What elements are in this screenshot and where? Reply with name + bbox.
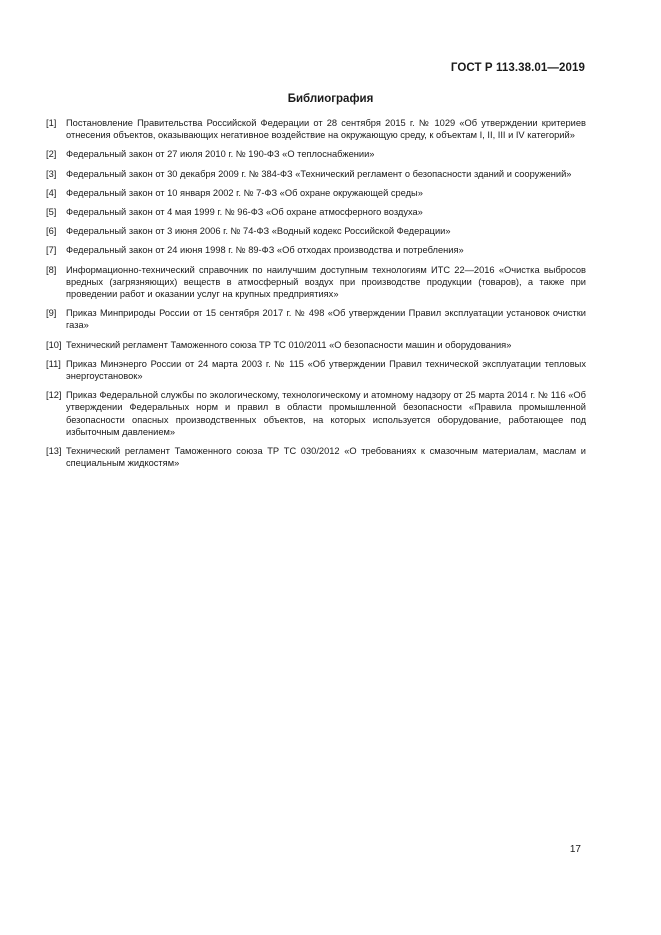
reference-number: [10] [46,339,62,350]
reference-item [46,117,586,141]
reference-text: Информационно-технический справочник по наилучшим доступным технологиям ИТС 22—2016 «Очистка выбросов вредных (загрязняющих) веществ в атмосферный воздух при производстве продукции (товаров), а также при проведении работ и оказании услуг на крупных предприятиях» [66,264,586,300]
reference-number: [6] [46,226,57,237]
reference-item [46,445,586,469]
reference-item [46,225,586,237]
reference-number: [5] [46,207,57,218]
reference-text: Федеральный закон от 24 июня 1998 г. № 89-ФЗ «Об отходах производства и потребления» [66,245,464,256]
reference-number: [1] [46,118,57,128]
bibliography-list [46,117,586,476]
reference-text: Приказ Федеральной службы по экологическому, технологическому и атомному надзору от 25 марта 2014 г. № 116 «Об утверждении Федеральных норм и правил в области промышленной безопасности «Правила промышленной безопасности опасных производственных объектов, на которых используется оборудование, работающее под избыточным давлением» [66,390,586,437]
document-code: ГОСТ Р 113.38.01—2019 [450,62,585,74]
reference-number: [12] [46,390,62,401]
reference-item [46,168,586,180]
reference-text: Федеральный закон от 10 января 2002 г. № 7-ФЗ «Об охране окружающей среды» [66,187,423,198]
reference-text: Технический регламент Таможенного союза ТР ТС 010/2011 «О безопасности машин и оборудования» [66,339,512,350]
reference-text: Федеральный закон от 4 мая 1999 г. № 96-ФЗ «Об охране атмосферного воздуха» [66,207,423,218]
reference-text: Постановление Правительства Российской Федерации от 28 сентября 2015 г. № 1029 «Об утверждении критериев отнесения объектов, оказывающих негативное воздействие на окружающую среду, к объектам I, II, III и IV категорий» [66,118,586,141]
reference-number: [11] [46,358,61,369]
reference-number: [4] [46,187,57,198]
reference-item [46,244,586,256]
reference-text: Приказ Минэнерго России от 24 марта 2003 г. № 115 «Об утверждении Правил технической эксплуатации тепловых энергоустановок» [66,358,586,382]
bibliography-title: Библиография [287,93,374,105]
reference-number: [8] [46,264,57,275]
reference-item [46,187,586,199]
reference-text: Федеральный закон от 30 декабря 2009 г. № 384-ФЗ «Технический регламент о безопасности зданий и сооружений» [66,168,572,179]
reference-number: [3] [46,168,57,179]
reference-item [46,206,586,218]
reference-number: [2] [46,149,57,160]
reference-text: Технический регламент Таможенного союза ТР ТС 030/2012 «О требованиях к смазочным материалам, маслам и специальным жидкостям» [66,446,586,469]
reference-text: Приказ Минприроды России от 15 сентября 2017 г. № 498 «Об утверждении Правил эксплуатации установок очистки газа» [66,308,586,331]
reference-item [46,264,586,301]
reference-number: [7] [46,245,57,256]
reference-text: Федеральный закон от 27 июля 2010 г. № 190-ФЗ «О теплоснабжении» [66,149,375,160]
reference-item [46,389,586,438]
reference-text: Федеральный закон от 3 июня 2006 г. № 74-ФЗ «Водный кодекс Российской Федерации» [66,226,451,237]
reference-number: [13] [46,446,62,457]
reference-item [46,358,586,382]
reference-item [46,307,586,331]
page-number: 17 [569,844,581,855]
reference-number: [9] [46,308,57,319]
reference-item [46,339,586,351]
reference-item [46,148,586,160]
